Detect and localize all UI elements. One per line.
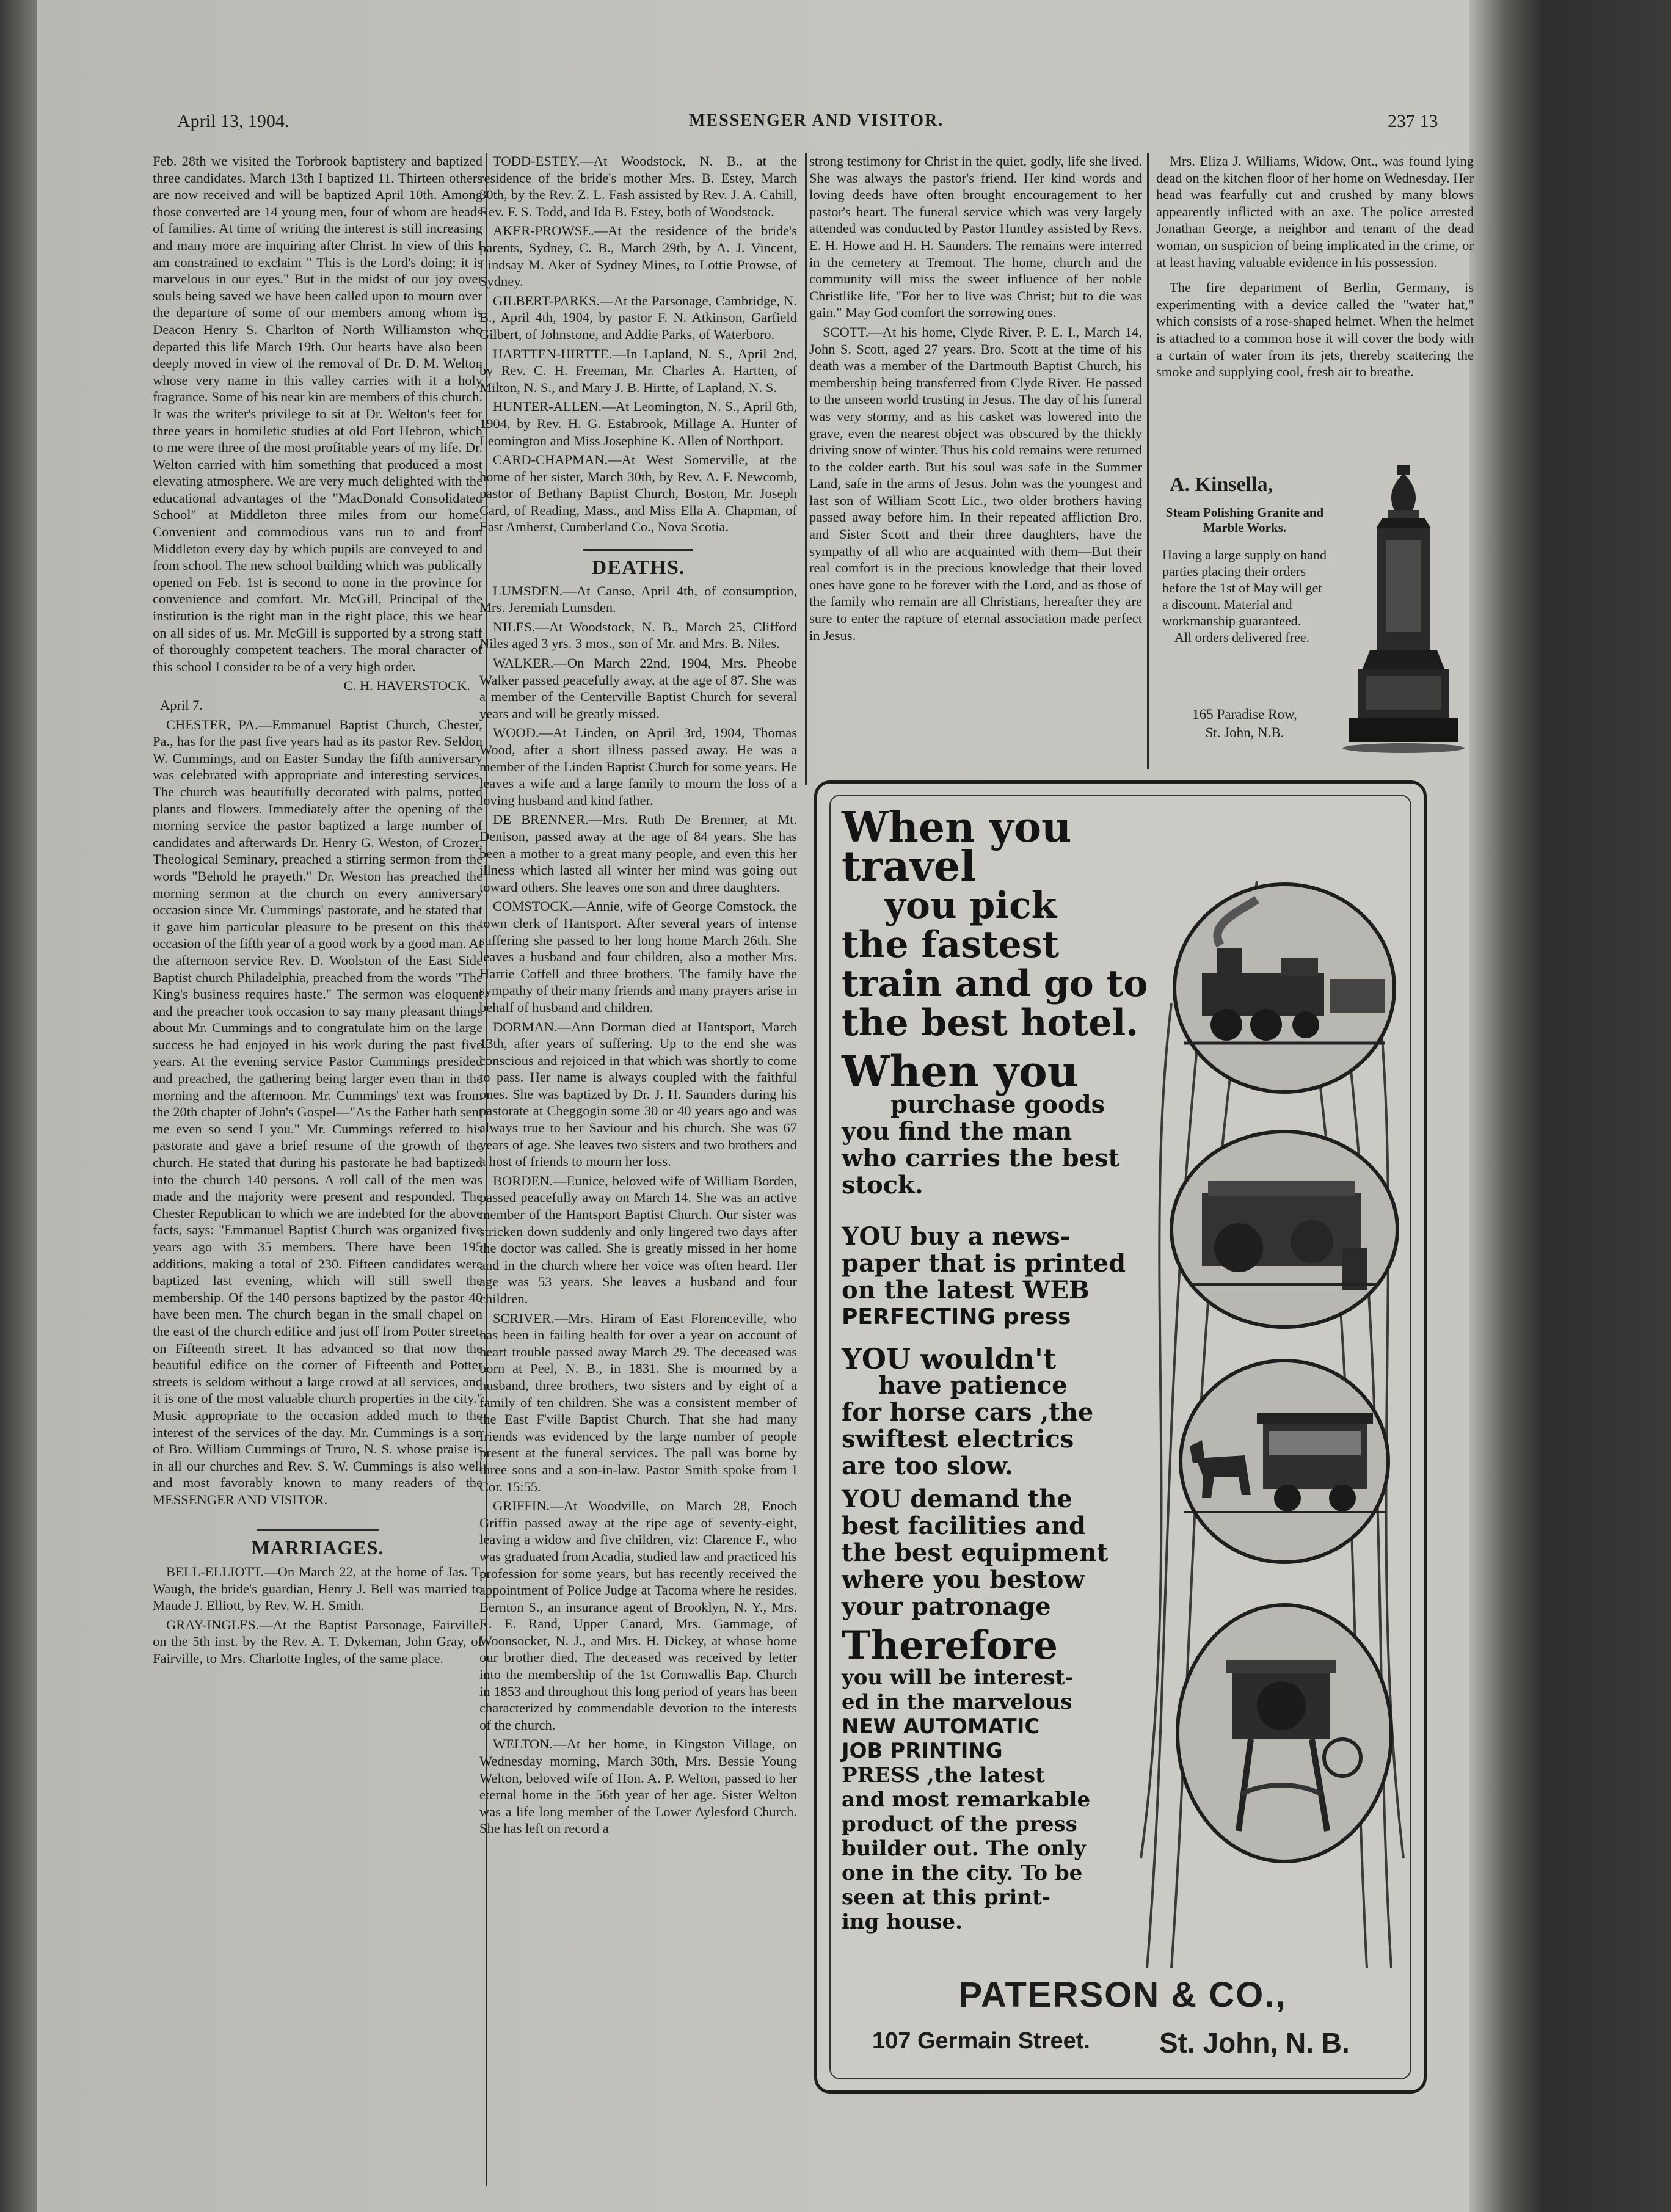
article-paragraph: strong testimony for Christ in the quiet, godly, life she lived. She was always the pastor's friend. Her kind words and loving deeds have often brought encouragement to her pastor's heart. The funeral service which was very largely attended was conducted by Pastor Huntley assisted by Revs. E. H. Howe and H. H. Saunders. The remains were interred in the cemetery at Tremont. The home, church and the community will miss the sweet influence of her noble Christlike life, "For her to live was Christ; but to die was gain." May God comfort the sorrowing ones. xyxy=(809,153,1142,321)
ad-line: one in the city. To be xyxy=(842,1861,1083,1885)
marriage-notice: HARTTEN-HIRTTE.—In Lapland, N. S., April 2nd, by Rev. C. H. Freeman, Mr. Charles A. Hartten, of Milton, N. S., and Mary J. B. Hirtte, of Lapland, N. S. xyxy=(479,346,797,395)
marriage-notice: BELL-ELLIOTT.—On March 22, at the home of Jas. T. Waugh, the bride's guardian, Henry J. Bell was married to Maude J. Elliott, by Rev. W. H. Smith. xyxy=(153,1564,482,1614)
ad-line: YOU wouldn't xyxy=(842,1342,1057,1375)
header-page-number: 237 13 xyxy=(1388,111,1438,131)
news-item: Mrs. Eliza J. Williams, Widow, Ont., was found lying dead on the kitchen floor of her home on Wednesday. Her head was fearfully cut and crushed by many blows appearently inflicted with an axe. The police arrested Jonathan George, a neighbor and tenant of the dead woman, on suspicion of being implicated in the crime, or at least having valuable evidence in his possession. xyxy=(1156,153,1474,270)
ad-line: you pick xyxy=(884,884,1057,927)
section-rule xyxy=(583,549,693,551)
ad-line: Therefore xyxy=(842,1623,1058,1668)
ad-cars-block xyxy=(842,1342,1159,1480)
death-notice: SCRIVER.—Mrs. Hiram of East Florenceville, who has been in failing health for over a year on account of heart trouble passed away March 29. The deceased was born at Peel, N. B., in 1831. She is mourned by a husband, three brothers, two sisters and by eight of a family of ten children. She was a consistent member of the East F'ville Baptist Church. That she had many friends was evidenced by the large number of people present at the funeral services. The pall was borne by three sons and a son-in-law. Pastor Smith spoke from I Cor. 15:55. xyxy=(479,1310,797,1494)
ad-line: ed in the marvelous xyxy=(842,1690,1072,1714)
death-notice: WELTON.—At her home, in Kingston Village, on Wednesday morning, March 30th, Mrs. Bessie Young Welton, beloved wife of Hon. A. P. Welton, passed to her eternal home in the 56th year of her age. Sister Welton was a life long member of the Lower Aylesford Church. She has left on record a xyxy=(479,1736,797,1836)
death-notice: LUMSDEN.—At Canso, April 4th, of consumption, Mrs. Jeremiah Lumsden. xyxy=(479,583,797,616)
ad-goods-block xyxy=(842,1046,1159,1199)
death-notice: WALKER.—On March 22nd, 1904, Mrs. Pheobe Walker passed peacefully away, at the age of 87. She was a member of the Centerville Baptist Church for several years and will be greatly missed. xyxy=(479,655,797,721)
column-4 xyxy=(1156,153,1474,424)
horse-car-vignette xyxy=(1159,1355,1410,1568)
advertisement-delivery: All orders delivered free. xyxy=(1174,630,1310,645)
marriage-notice: GILBERT-PARKS.—At the Parsonage, Cambridge, N. B., April 4th, 1904, by pastor F. N. Atkinson, Garfield Gilbert, of Johnstone, and Addie Parks, of Waterboro. xyxy=(479,293,797,342)
ad-line: seen at this print- xyxy=(842,1885,1050,1910)
ad-line: you find the man xyxy=(842,1117,1072,1146)
ad-line: PRESS ,the latest xyxy=(842,1763,1045,1788)
header-title: MESSENGER AND VISITOR. xyxy=(689,111,944,130)
advertiser-address xyxy=(1162,705,1327,742)
ad-line: have patience xyxy=(878,1371,1068,1400)
ad-newspaper-block xyxy=(842,1223,1159,1331)
advertisement-offer: Having a large supply on hand parties placing their orders before the 1st of May will get a discount. Material and workmanship guaranteed. xyxy=(1162,547,1327,628)
column-1 xyxy=(153,153,482,2188)
death-notice: WOOD.—At Linden, on April 3rd, 1904, Thomas Wood, after a short illness passed away. He was a member of the Linden Baptist Church for some years. He leaves a wife and a large family to mourn the loss of a loving husband and kind father. xyxy=(479,725,797,808)
ad-line: swiftest electrics xyxy=(842,1425,1074,1453)
marriage-notice: CARD-CHAPMAN.—At West Somerville, at the home of her sister, March 30th, by Rev. A. F. Newcomb, pastor of Bethany Baptist Church, Boston, Mr. Joseph Card, of Reading, Mass., and Miss Ella A. Chapman, of East Amherst, Cumberland Co., Nova Scotia. xyxy=(479,452,797,535)
column-2 xyxy=(479,153,797,2188)
ad-line: who carries the best xyxy=(842,1144,1119,1173)
death-notice: NILES.—At Woodstock, N. B., March 25, Clifford Niles aged 3 yrs. 3 mos., son of Mr. and Mrs. B. Niles. xyxy=(479,619,797,652)
death-notice: DORMAN.—Ann Dorman died at Hantsport, March 13th, after years of suffering. Up to the end she was conscious and rejoiced in that which was shortly to come to pass. Her name is always coupled with the faithful ones. She was baptized by Dr. J. H. Saunders during his pastorate at Cheggogin some 30 or 40 years ago and was always true to her Saviour and his church. She was 67 years of age. She leaves two sisters and two brothers and a host of friends to mourn her loss. xyxy=(479,1019,797,1170)
advertiser-name: A. Kinsella, xyxy=(1170,473,1273,496)
death-notice: DE BRENNER.—Mrs. Ruth De Brenner, at Mt. Denison, passed away at the age of 84 years. She has been a mother to a great many people, and even this her illness which lasted all winter her mind was going out toward others. She leaves one son and three daughters. xyxy=(479,812,797,895)
deaths-heading: DEATHS. xyxy=(591,556,685,580)
kinsella-advertisement xyxy=(1156,455,1474,779)
ad-line: where you bestow xyxy=(842,1565,1085,1594)
marriage-notice: AKER-PROWSE.—At the residence of the bride's parents, Sydney, C. B., March 29th, by A. J. Vincent, Lindsay M. Aker of Sydney Mines, to Lottie Prowse, of Sydney. xyxy=(479,223,797,289)
ad-line: your patronage xyxy=(842,1592,1051,1621)
job-press-vignette xyxy=(1159,1599,1410,1868)
ad-line: ing house. xyxy=(842,1910,963,1934)
death-notice: SCOTT.—At his home, Clyde River, P. E. I., March 14, John S. Scott, aged 27 years. Bro. Scott at the time of his death was a member of the Dartmouth Baptist Church, his membership being transferred from Clyde River. He passed to the unseen world trusting in Jesus. The day of his funeral was very stormy, and as his casket was lowered into the grave, even the nearest object was obscured by the thickly driving snow of winter. Thus his cold remains were returned to the colder earth. But his soul was safe in the Summer Land, safe in the arms of Jesus. John was the youngest and last son of William Scott Lic., two older brothers having passed away before him. In their repeated affliction Bro. and Sister Scott and their three daughters, have the sympathy of all who are acquainted with them—But their real comfort is in the precious knowledge that their loved ones have gone to be forever with the Lord, and as those of the family who remain are all Christians, hereafter they are sure to enter the rapture of eternal association made perfect in Jesus. xyxy=(809,324,1142,643)
article-paragraph: CHESTER, PA.—Emmanuel Baptist Church, Chester, Pa., has for the past five years had as its pastor Rev. Seldon W. Cummings, and on Easter Sunday the fifth anniversary was celebrated with appropriate and interesting services. The church was beautifully decorated with palms, potted plants and flowers. Immediately after the opening of the morning service the pastor baptized a large number of candidates and afterwards Dr. Henry G. Weston, of Crozer, Theological Seminary, preached a stirring sermon from the words "Behold he prayeth." Dr. Weston has preached the morning sermon at the church on every anniversary occasion since Mr. Cummings' pastorate, and he stated that it gave him particular pleasure to be present on this the occasion of the fifth year of a good work by a good man. At the afternoon service Rev. D. Woolston of the East Side Baptist church Philadelphia, preached from the words "The King's business requires haste." The sermon was eloquent and the preacher took occasion to say many pleasant things about Mr. Cummings and to congratulate him on the large success he had enjoyed in his work during the past five years. At the evening service Pastor Cummings presided and preached, the gathering being larger even than in the morning and the afternoon. Mr. Cummings' text was from the 20th chapter of John's Gospel—"As the Father hath sent me even so send I you." Mr. Cummings referred to his pastorate and gave a brief resume of the growth of the church. He stated that during his pastorate he had baptized into the church 140 persons. A roll call of the men was made and the majority were present and responded. The Chester Republican to which we are indebted for the above facts, says: "Emmanuel Baptist Church was organized five years ago with 35 members. There have been 195 additions, making a total of 230. Fifteen candidates were baptized last evening, which will still swell the membership. Of the 140 persons baptized by the pastor 40 have been men. The church began in the small chapel on the east of the church edifice and just off from Potter street, on Fifteenth street. It has advanced so that now the beautiful edifice on the corner of Fifteenth and Potter streets is seldom without a large crowd at all services, and it is one of the most valuable church properties in the city." Music appropriate to the occasion added much to the interest of the services of the day. Mr. Cummings is a son of Bro. William Cummings of Truro, N. S. whose praise is in all our churches and Rev. S. W. Cummings is also well and most favorably known to many readers of the MESSENGER AND VISITOR. xyxy=(153,716,482,1507)
address-street: 165 Paradise Row, xyxy=(1192,707,1297,722)
ad-street-address: 107 Germain Street. xyxy=(872,2028,1090,2054)
signature: C. H. HAVERSTOCK. xyxy=(343,678,470,694)
ad-line: builder out. The only xyxy=(842,1836,1086,1861)
dateline: April 7. xyxy=(160,697,203,713)
ad-line: train and go to xyxy=(842,962,1148,1005)
death-notice: BORDEN.—Eunice, beloved wife of William Borden, passed peacefully away on March 14. She was an active member of the Hantsport Baptist Church. Our sister was stricken down suddenly and only lingered two days after the doctor was called. She is greatly missed in her home and in the church where her voice was often heard. Her age was 53 years. She leaves a husband and four children. xyxy=(479,1173,797,1306)
ad-line: for horse cars ,the xyxy=(842,1398,1094,1427)
marriages-heading: MARRIAGES. xyxy=(251,1536,384,1559)
ad-line: the best hotel. xyxy=(842,1002,1139,1044)
ad-line: When you xyxy=(842,1046,1079,1097)
ad-line: YOU demand the xyxy=(842,1485,1072,1513)
ad-travel-block xyxy=(842,803,1159,1044)
ad-line: NEW AUTOMATIC xyxy=(842,1714,1040,1739)
column-rule xyxy=(805,153,807,785)
column-3 xyxy=(809,153,1142,785)
advertisement-body xyxy=(1162,547,1327,646)
ad-line: and most remarkable xyxy=(842,1788,1091,1812)
ad-line: on the latest WEB xyxy=(842,1276,1090,1304)
section-rule xyxy=(257,1529,379,1531)
left-binding-shadow xyxy=(0,0,37,2212)
ad-line: the fastest xyxy=(842,923,1060,966)
ad-company-name: PATERSON & CO., xyxy=(958,1975,1287,2015)
right-scan-border xyxy=(1469,0,1671,2212)
ad-line: the best equipment xyxy=(842,1538,1109,1567)
marriage-notice: TODD-ESTEY.—At Woodstock, N. B., at the residence of the bride's mother Mrs. B. Estey, March 30th, by the Rev. Z. L. Fash assisted by Rev. J. A. Cahill, Rev. F. S. Todd, and Ida B. Estey, both of Woodstock. xyxy=(479,153,797,219)
ad-line: purchase goods xyxy=(890,1090,1105,1119)
death-notice: GRIFFIN.—At Woodville, on March 28, Enoch Griffin passed away at the ripe age of seventy-eight, leaving a widow and five children, viz: Clarence F., who was graduated from Acadia, studied law and practiced his profession for some years, but has recently received the appointment of Police Judge at Tacoma where he resides. Bernton S., an insurance agent of Brooklyn, N. Y., Mrs. R. E. Rand, Upper Canard, Mrs. Gammage, of Woonsocket, N. J., and Mrs. H. Dickey, at whose home our brother died. The deceased was received by letter into the membership of the 1st Cornwallis Bap. Church in 1853 and throughout this long period of years has been characterized by commendable devotion to the interests of the church. xyxy=(479,1498,797,1733)
paterson-advertisement xyxy=(814,780,1427,2094)
marriage-notice: HUNTER-ALLEN.—At Leomington, N. S., April 6th, 1904, by Rev. H. G. Estabrook, Millage A. Hunter of Leomington and Miss Josephine K. Allen of Northport. xyxy=(479,399,797,448)
ad-line: you will be interest- xyxy=(842,1665,1074,1690)
monument-illustration xyxy=(1339,461,1468,754)
ad-press-block xyxy=(842,1623,1159,1934)
article-paragraph: Feb. 28th we visited the Torbrook baptistery and baptized three candidates. March 13th I baptized 11. Thirteen others are now received and will be baptized April 10th. Among those converted are 14 young men, four of whom are heads of families. At time of writing the interest is still increasing and many more are inquiring after Christ. In view of this I am constrained to exclaim " This is the Lord's doing; it is marvelous in our eyes." But in the midst of our joy over souls being saved we have been called upon to mourn over the departure of some of our members among whom is Deacon Henry S. Charlton of North Williamston who departed this life March 19th. Our hearts have also been deeply moved in view of the removal of Dr. D. M. Welton whose very name in this valley carries with it a holy fragrance. Some of his near kin are members of this church. It was the writer's privilege to sit at Dr. Welton's feet for three years in homiletic studies at old Fort Hebron, which to me were three of the most profitable years of my life. Dr. Welton carried with him something that produced a most elevating atmosphere. We are very much delighted with the educational advantages of the "MacDonald Consolidated School" at Middleton three miles from our home. Convenient and commodious vans run to and from Middleton every day by which pupils are conveyed to and from school. The new school building which was publically opened on Feb. 1st is second to none in the province for convenience and comfort. Mr. McGill, Principal of the institution is the right man in the right place, this we hear on all sides of us. Mr. McGill is supported by a strong staff of thoroughly competent teachers. The moral character of this school I consider to be of a very high order. xyxy=(153,153,482,674)
ad-line: YOU buy a news- xyxy=(842,1222,1071,1251)
header-date: April 13, 1904. xyxy=(177,111,289,131)
ad-line: When you travel xyxy=(842,803,1072,891)
ad-line: JOB PRINTING xyxy=(842,1739,1003,1763)
address-city: St. John, N.B. xyxy=(1205,725,1284,740)
ad-city: St. John, N. B. xyxy=(1159,2027,1350,2059)
ad-facilities-block xyxy=(842,1486,1159,1620)
train-vignette xyxy=(1159,875,1410,1101)
advertiser-business: Steam Polishing Granite and Marble Works. xyxy=(1165,505,1324,535)
ad-line: stock. xyxy=(842,1171,923,1199)
ad-line: product of the press xyxy=(842,1812,1077,1836)
ad-line: PERFECTING press xyxy=(842,1304,1071,1330)
ad-line: best facilities and xyxy=(842,1512,1086,1540)
ad-line: paper that is printed xyxy=(842,1249,1126,1278)
ad-line: are too slow. xyxy=(842,1452,1013,1480)
column-rule xyxy=(1147,153,1149,769)
marriage-notice: GRAY-INGLES.—At the Baptist Parsonage, Fairville, on the 5th inst. by the Rev. A. T. Dykeman, John Gray, of Fairville, to Mrs. Charlotte Ingles, of the same place. xyxy=(153,1617,482,1667)
death-notice: COMSTOCK.—Annie, wife of George Comstock, the town clerk of Hantsport. After several years of intense suffering she passed to her long home March 26th. She leaves a husband and four children, also a mother Mrs. Harrie Coffell and three brothers. The family have the sympathy of their many friends and many prayers arise in behalf of husband and children. xyxy=(479,898,797,1015)
news-item: The fire department of Berlin, Germany, is experimenting with a device called the "water hat," which consists of a rose-shaped helmet. When the helmet is attached to a common hose it will cover the body with a curtain of water from its jets, thereby scattering the smoke and supplying cool, fresh air to breathe. xyxy=(1156,280,1474,380)
printing-press-vignette xyxy=(1159,1126,1410,1333)
